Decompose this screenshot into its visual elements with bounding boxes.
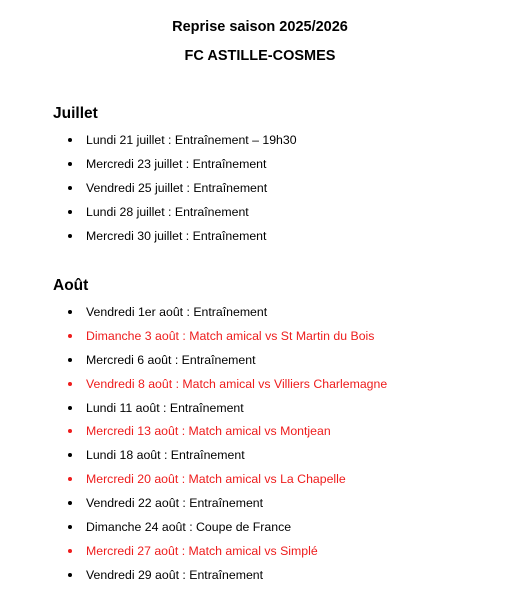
- bullet-icon: [68, 525, 72, 529]
- bullet-icon: [68, 234, 72, 238]
- event-text: Mercredi 23 juillet : Entraînement: [86, 157, 267, 171]
- event-text: Dimanche 3 août : Match amical vs St Martin du Bois: [86, 328, 375, 343]
- bullet-icon: [68, 186, 72, 190]
- event-text: Mercredi 6 août : Entraînement: [86, 352, 256, 367]
- bullet-icon: [68, 501, 72, 505]
- event-text: Vendredi 8 août : Match amical vs Villiers Charlemagne: [86, 376, 388, 391]
- bullet-icon: [68, 406, 72, 410]
- bullet-icon: [68, 334, 72, 338]
- club-name: FC ASTILLE-COSMES: [184, 48, 336, 64]
- event-text: Lundi 21 juillet : Entraînement – 19h30: [86, 133, 297, 147]
- bullet-icon: [68, 310, 72, 314]
- event-text: Vendredi 29 août : Entraînement: [86, 567, 264, 582]
- bullet-icon: [68, 210, 72, 214]
- bullet-icon: [68, 382, 72, 386]
- bullet-icon: [68, 573, 72, 577]
- event-text: Lundi 28 juillet : Entraînement: [86, 205, 249, 219]
- event-text: Vendredi 1er août : Entraînement: [86, 305, 268, 319]
- event-text: Mercredi 27 août : Match amical vs Simplé: [86, 543, 318, 558]
- event-text: Dimanche 24 août : Coupe de France: [86, 520, 292, 535]
- document-title: Reprise saison 2025/2026: [172, 19, 348, 35]
- bullet-icon: [68, 453, 72, 457]
- bullet-icon: [68, 138, 72, 142]
- bullet-icon: [68, 477, 72, 481]
- event-text: Vendredi 25 juillet : Entraînement: [86, 181, 268, 195]
- event-text: Vendredi 22 août : Entraînement: [86, 496, 264, 511]
- event-text: Mercredi 30 juillet : Entraînement: [86, 229, 267, 243]
- section-heading-aout: Août: [53, 277, 89, 294]
- event-text: Mercredi 13 août : Match amical vs Montjean: [86, 424, 331, 439]
- bullet-icon: [68, 549, 72, 553]
- bullet-icon: [68, 162, 72, 166]
- section-heading-juillet: Juillet: [53, 105, 98, 122]
- event-text: Lundi 18 août : Entraînement: [86, 448, 245, 463]
- bullet-icon: [68, 358, 72, 362]
- event-text: Lundi 11 août : Entraînement: [86, 400, 244, 415]
- bullet-icon: [68, 429, 72, 433]
- event-text: Mercredi 20 août : Match amical vs La Chapelle: [86, 472, 346, 487]
